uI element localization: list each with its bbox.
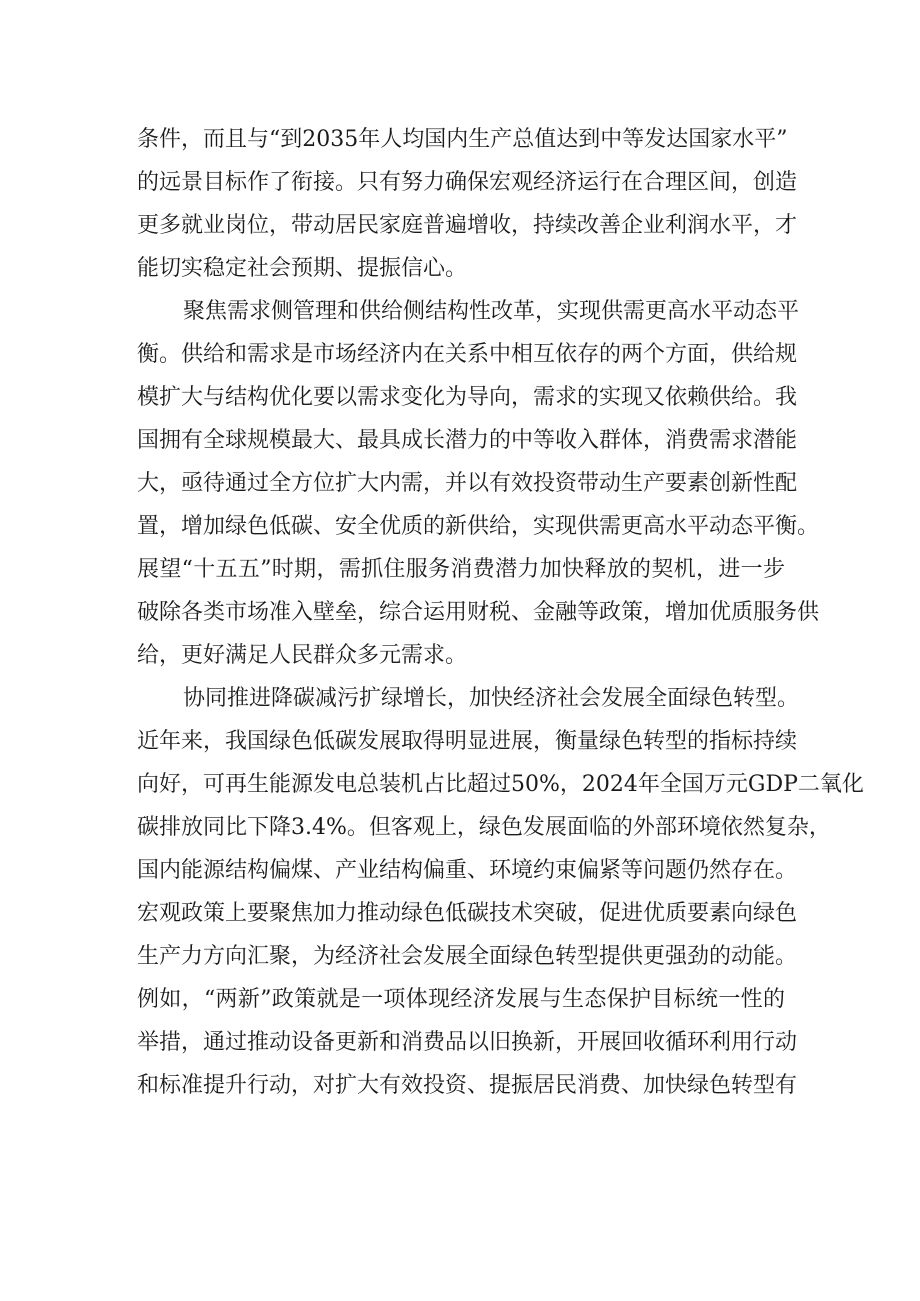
text-line: 模扩大与结构优化要以需求变化为导向，需求的实现又依赖供给。我 [137, 385, 798, 410]
text-line: 例如，“两新”政策就是一项体现经济发展与生态保护目标统一性的 [137, 987, 785, 1012]
text-line: 近年来，我国绿色低碳发展取得明显进展，衡量绿色转型的指标持续 [137, 729, 798, 754]
text-line: 能切实稳定社会预期、提振信心。 [137, 256, 468, 281]
text-line: 和标准提升行动，对扩大有效投资、提振居民消费、加快绿色转型有 [137, 1073, 798, 1098]
paragraph-first-line: 协同推进降碳减污扩绿增长，加快经济社会发展全面绿色转型。 [183, 686, 800, 711]
text-line: 破除各类市场准入壁垒，综合运用财税、金融等政策，增加优质服务供 [137, 600, 820, 625]
text-line: 碳排放同比下降3.4%。但客观上，绿色发展面临的外部环境依然复杂， [137, 815, 831, 840]
text-line: 举措，通过推动设备更新和消费品以旧换新，开展回收循环利用行动 [137, 1030, 798, 1055]
text-line: 大，亟待通过全方位扩大内需，并以有效投资带动生产要素创新性配 [137, 471, 798, 496]
text-line: 更多就业岗位，带动居民家庭普遍增收，持续改善企业利润水平，才 [137, 213, 798, 238]
text-line: 展望“十五五”时期，需抓住服务消费潜力加快释放的契机，进一步 [137, 557, 785, 582]
text-line: 条件，而且与“到2035年人均国内生产总值达到中等发达国家水平” [137, 127, 788, 152]
text-line: 的远景目标作了衔接。只有努力确保宏观经济运行在合理区间，创造 [137, 170, 798, 195]
paragraph-first-line: 聚焦需求侧管理和供给侧结构性改革，实现供需更高水平动态平 [183, 299, 800, 324]
text-line: 生产力方向汇聚，为经济社会发展全面绿色转型提供更强劲的动能。 [137, 944, 798, 969]
text-line: 国内能源结构偏煤、产业结构偏重、环境约束偏紧等问题仍然存在。 [137, 858, 798, 883]
text-line: 衡。供给和需求是市场经济内在关系中相互依存的两个方面，供给规 [137, 342, 798, 367]
text-line: 向好，可再生能源发电总装机占比超过50%，2024年全国万元GDP二氧化 [137, 772, 864, 797]
text-line: 置，增加绿色低碳、安全优质的新供给，实现供需更高水平动态平衡。 [137, 514, 820, 539]
text-line: 给，更好满足人民群众多元需求。 [137, 643, 468, 668]
text-line: 宏观政策上要聚焦加力推动绿色低碳技术突破，促进优质要素向绿色 [137, 901, 798, 926]
text-line: 国拥有全球规模最大、最具成长潜力的中等收入群体，消费需求潜能 [137, 428, 798, 453]
